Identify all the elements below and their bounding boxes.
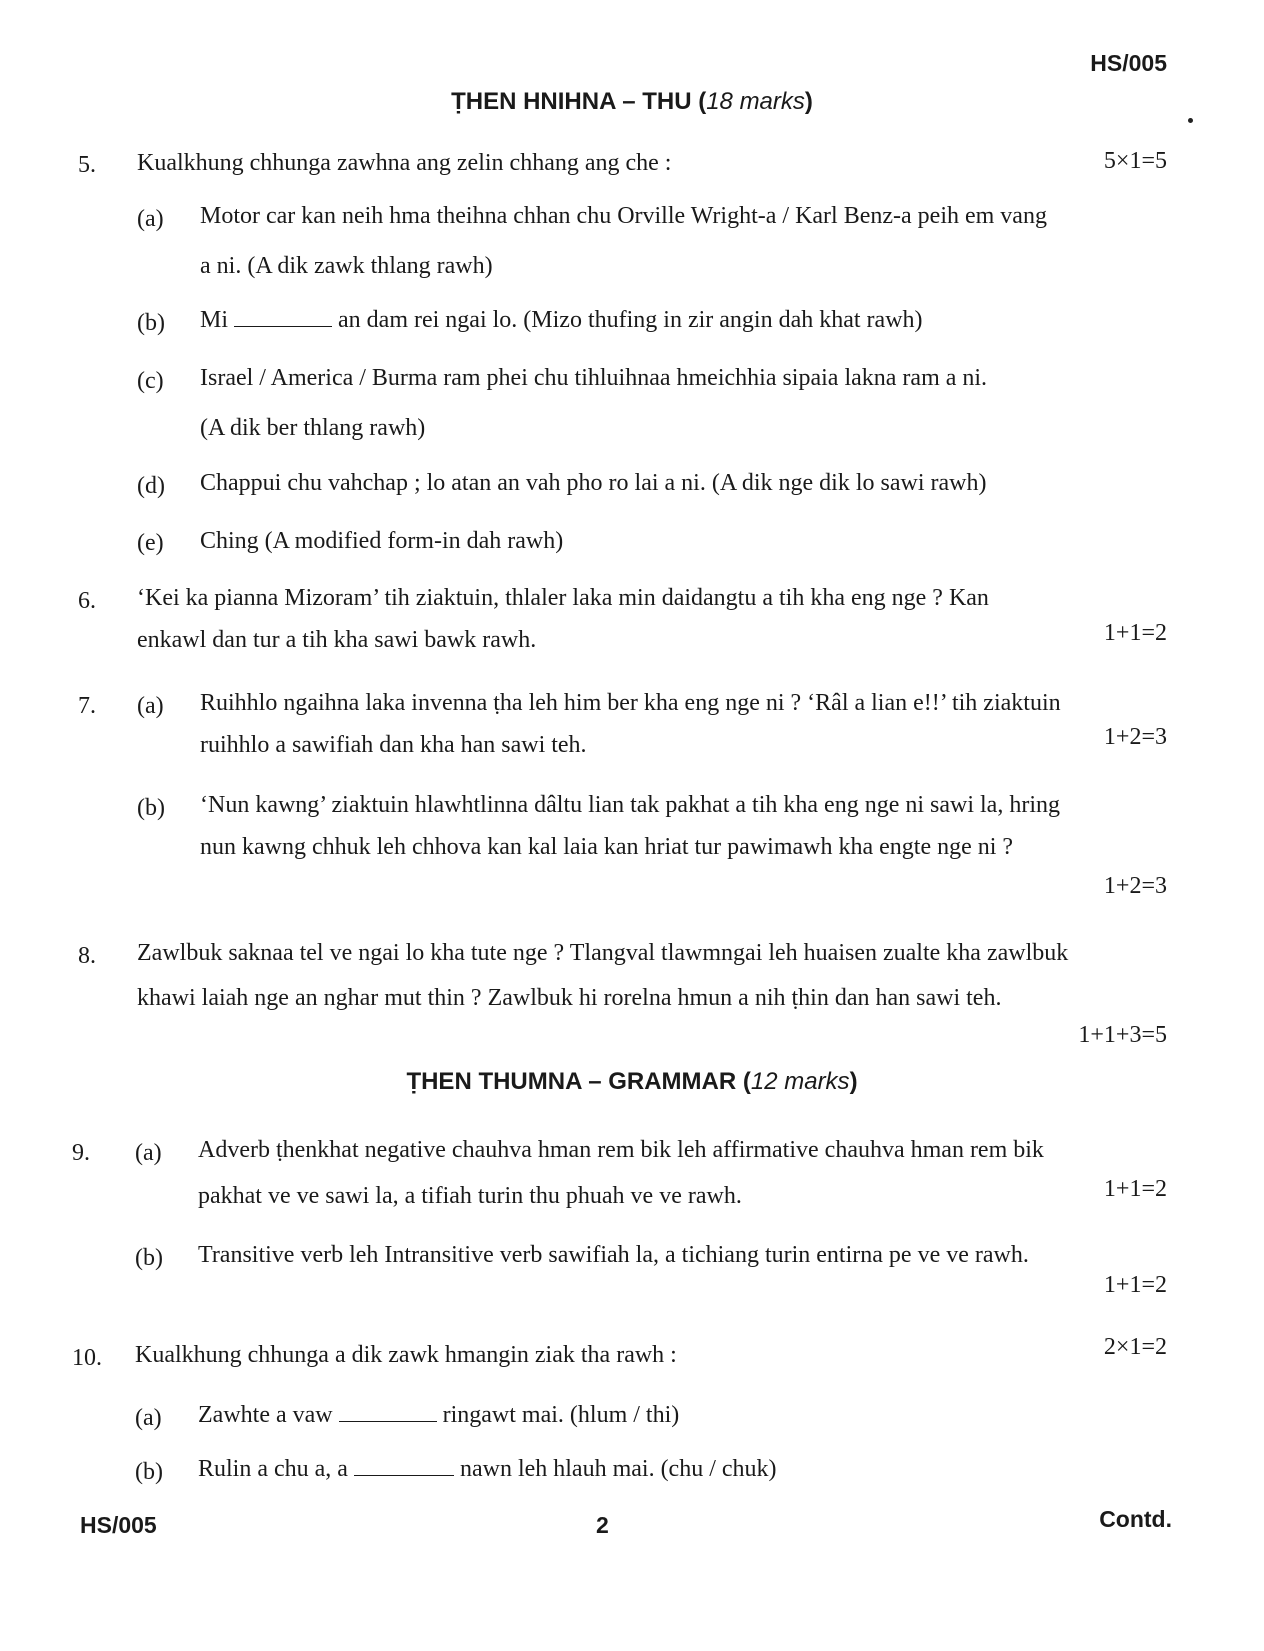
question-text: ‘Kei ka pianna Mizoram’ tih ziaktuin, thlaler laka min daidangtu a tih kha eng nge ? Kan <box>137 585 989 611</box>
continued-label: Contd. <box>1099 1506 1172 1532</box>
section-title-text: ṬHEN HNIHNA – THU ( <box>451 88 707 115</box>
question-text: Kualkhung chhunga zawhna ang zelin chhang ang che : <box>137 150 672 176</box>
fill-blank-line <box>198 1400 679 1430</box>
subquestion-text: Motor car kan neih hma theihna chhan chu Orville Wright-a / Karl Benz-a peih em vang <box>200 203 1047 229</box>
subquestion-text: nun kawng chhuk leh chhova kan kal laia kan hriat tur pawimawh kha engte nge ni ? <box>200 834 1014 860</box>
section-title-close: ) <box>849 1068 858 1095</box>
subquestion-text: Ching (A modified form-in dah rawh) <box>200 528 564 554</box>
speck-mark <box>1188 118 1193 123</box>
section-title-text: ṬHEN THUMNA – GRAMMAR ( <box>406 1068 751 1095</box>
subquestion-text: pakhat ve ve sawi la, a tifiah turin thu phuah ve ve rawh. <box>198 1183 742 1209</box>
question-score: 1+1=2 <box>1103 1272 1167 1298</box>
section-title-close: ) <box>804 88 813 115</box>
paper-code: HS/005 <box>1090 50 1167 76</box>
blank-prefix: Rulin a chu a, a <box>198 1456 348 1482</box>
subquestion-text: Ruihhlo ngaihna laka invenna ṭha leh him ber kha eng nge ni ? ‘Râl a lian e!!’ tih ziaktuin <box>200 690 1061 716</box>
page-number: 2 <box>596 1512 609 1538</box>
section-marks: 18 marks <box>706 88 805 115</box>
subquestion-text: Israel / America / Burma ram phei chu tihluihnaa hmeichhia sipaia lakna ram a ni. <box>200 365 988 391</box>
subquestion-label: (b) <box>135 1459 163 1485</box>
answer-blank <box>234 306 332 327</box>
question-score: 1+1=2 <box>1103 1176 1167 1202</box>
subquestion-label: (a) <box>137 693 164 719</box>
question-number: 9. <box>72 1140 90 1166</box>
subquestion-label: (b) <box>137 795 165 821</box>
answer-blank <box>354 1455 454 1476</box>
subquestion-label: (a) <box>135 1405 162 1431</box>
question-score: 1+1+3=5 <box>1078 1022 1167 1048</box>
question-number: 5. <box>78 152 96 178</box>
subquestion-label: (b) <box>137 310 165 336</box>
subquestion-text: ‘Nun kawng’ ziaktuin hlawhtlinna dâltu lian tak pakhat a tih kha eng nge ni sawi la, hring <box>200 792 1060 818</box>
section-marks: 12 marks <box>750 1068 850 1095</box>
answer-blank <box>339 1401 437 1422</box>
fill-blank-line <box>198 1454 777 1484</box>
subquestion-text: a ni. (A dik zawk thlang rawh) <box>200 253 493 279</box>
question-text: khawi laiah nge an nghar mut thin ? Zawlbuk hi rorelna hmun a nih ṭhin dan han sawi teh. <box>137 985 1002 1011</box>
blank-suffix: nawn leh hlauh mai. (chu / chuk) <box>459 1456 777 1482</box>
subquestion-label: (e) <box>137 530 164 556</box>
footer-paper-code: HS/005 <box>80 1512 157 1538</box>
subquestion-label: (b) <box>135 1245 163 1271</box>
question-text: Zawlbuk saknaa tel ve ngai lo kha tute nge ? Tlangval tlawmngai leh huaisen zualte kha zawlbuk <box>137 940 1069 966</box>
subquestion-text: Adverb ṭhenkhat negative chauhva hman rem bik leh affirmative chauhva hman rem bik <box>198 1137 1044 1163</box>
question-text: enkawl dan tur a tih kha sawi bawk rawh. <box>137 627 537 653</box>
subquestion-text: Chappui chu vahchap ; lo atan an vah pho ro lai a ni. (A dik nge dik lo sawi rawh) <box>200 470 987 496</box>
blank-prefix: Mi <box>200 307 229 333</box>
question-number: 6. <box>78 588 96 614</box>
subquestion-label: (a) <box>137 206 164 232</box>
question-score: 1+2=3 <box>1103 724 1167 750</box>
subquestion-label: (d) <box>137 473 165 499</box>
subquestion-text: ruihhlo a sawifiah dan kha han sawi teh. <box>200 732 587 758</box>
section-title-thu <box>0 88 1264 116</box>
blank-suffix: ringawt mai. (hlum / thi) <box>442 1402 680 1428</box>
question-score: 1+2=3 <box>1103 873 1167 899</box>
subquestion-label: (a) <box>135 1140 162 1166</box>
section-title-grammar <box>0 1068 1264 1096</box>
question-text: Kualkhung chhunga a dik zawk hmangin ziak tha rawh : <box>135 1342 677 1368</box>
question-score: 5×1=5 <box>1103 148 1167 174</box>
subquestion-text: (A dik ber thlang rawh) <box>200 415 426 441</box>
subquestion-label: (c) <box>137 368 164 394</box>
blank-suffix: an dam rei ngai lo. (Mizo thufing in zir angin dah khat rawh) <box>338 307 923 333</box>
blank-prefix: Zawhte a vaw <box>198 1402 333 1428</box>
question-score: 1+1=2 <box>1103 620 1167 646</box>
fill-blank-line <box>200 305 923 335</box>
question-number: 7. <box>78 693 96 719</box>
subquestion-text: Transitive verb leh Intransitive verb sawifiah la, a tichiang turin entirna pe ve ve rawh. <box>198 1242 1029 1268</box>
question-number: 8. <box>78 943 96 969</box>
question-score: 2×1=2 <box>1103 1334 1167 1360</box>
question-number: 10. <box>72 1345 102 1371</box>
